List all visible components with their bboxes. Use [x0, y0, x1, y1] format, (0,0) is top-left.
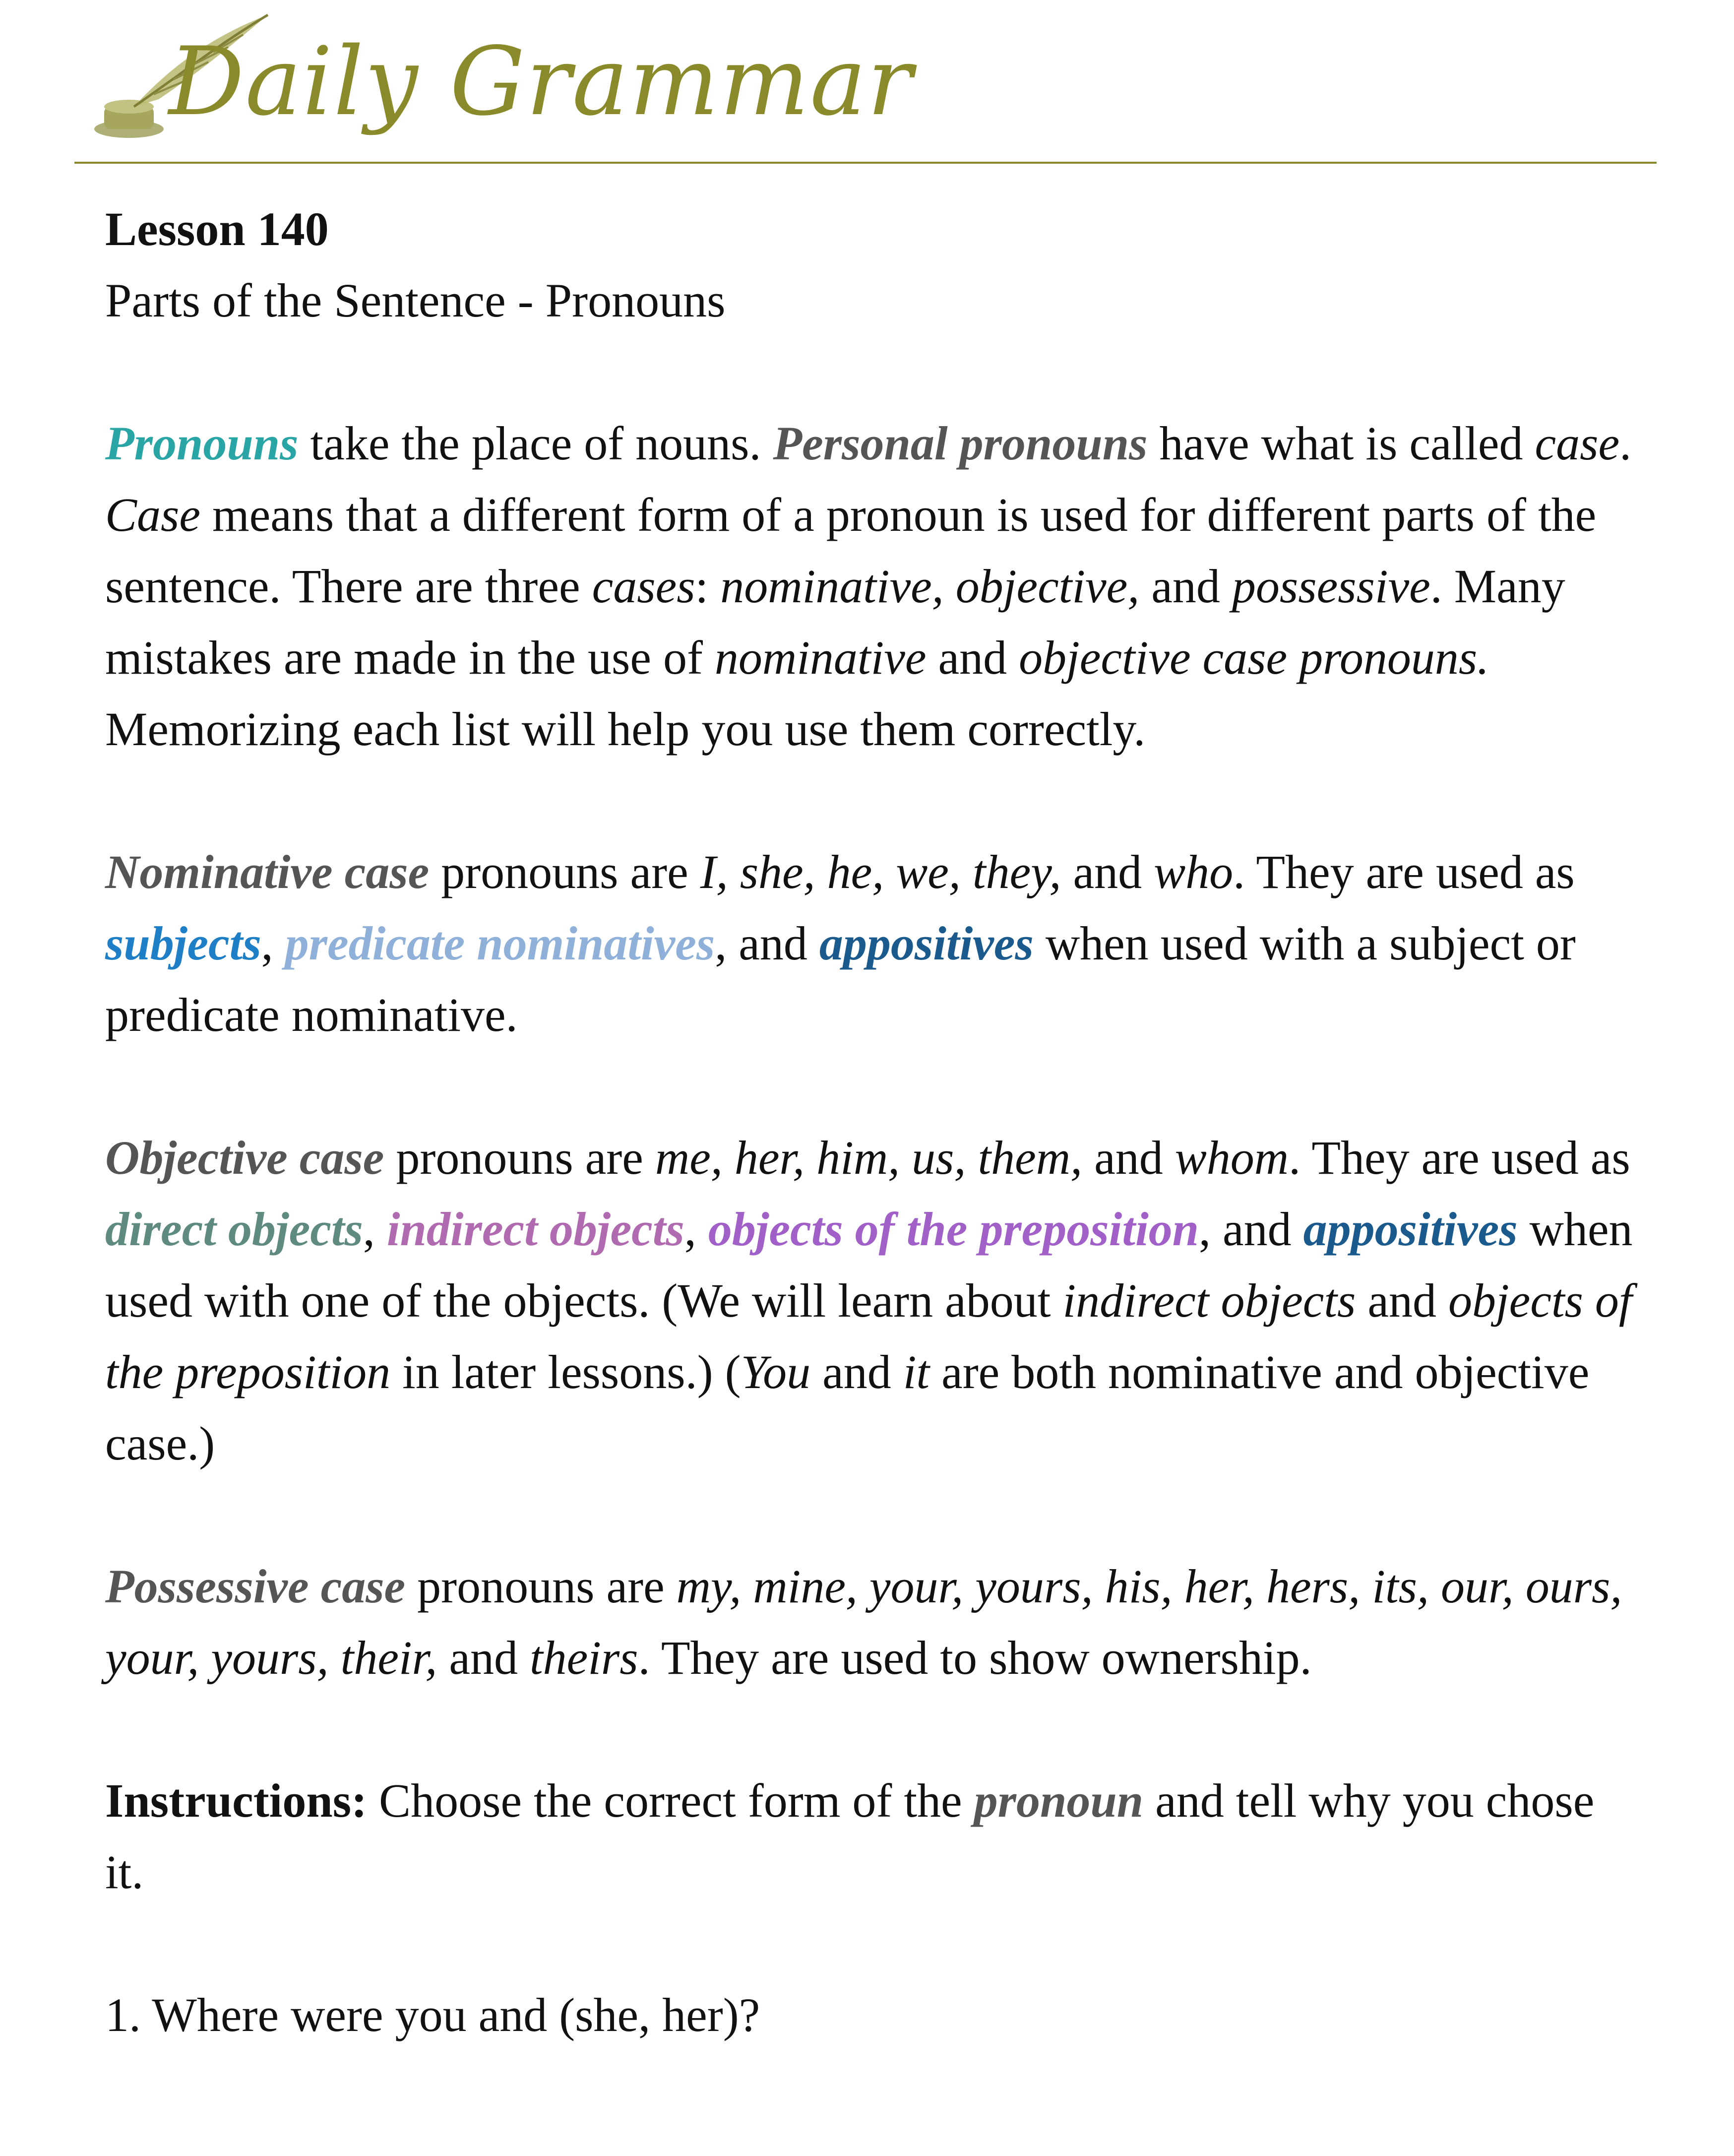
- text-span: and: [810, 1345, 903, 1398]
- link-indirect-objects[interactable]: indirect objects: [386, 1203, 684, 1256]
- link-objects-of-the-preposition[interactable]: objects of the preposition: [708, 1203, 1199, 1256]
- text-span: in later lessons.) (: [390, 1345, 741, 1398]
- text-span: :: [695, 560, 721, 613]
- term-personal-pronouns: Personal pronouns: [773, 417, 1148, 470]
- text-span: and: [1061, 845, 1154, 898]
- pronoun-list: me, her, him, us, them,: [655, 1131, 1083, 1184]
- text-span: Choose the correct form of the: [367, 1774, 974, 1827]
- text-span: . They are used to show ownership.: [638, 1631, 1312, 1684]
- pronoun-list: I, she, he, we, they,: [700, 845, 1061, 898]
- text-span: have what is called: [1147, 417, 1535, 470]
- possessive-paragraph: [105, 1551, 1643, 1694]
- text-span: are both nominative and objective case.): [105, 1345, 1590, 1470]
- lesson-content: [105, 193, 1643, 2122]
- pronoun-theirs: theirs: [529, 1631, 638, 1684]
- term-objective-case-pronouns: objective case pronouns.: [1019, 631, 1489, 684]
- text-span: and: [437, 1631, 530, 1684]
- link-appositives[interactable]: appositives: [1303, 1203, 1518, 1256]
- question-item: 1. Where were you and (she, her)?: [105, 1988, 760, 2041]
- term-list: nominative, objective,: [720, 560, 1140, 613]
- term-case: Case: [105, 488, 200, 541]
- text-span: and: [1356, 1274, 1448, 1327]
- term-possessive: possessive: [1232, 560, 1430, 613]
- text-span: , and: [1199, 1203, 1303, 1256]
- text-span: . Many mistakes are made in the use of: [105, 560, 1565, 684]
- text-span: and tell why you chose it.: [105, 1774, 1595, 1899]
- term-cases: cases: [592, 560, 695, 613]
- text-span: take the place of nouns.: [298, 417, 773, 470]
- pronoun-you: You: [741, 1345, 811, 1398]
- text-span: .: [1619, 417, 1632, 470]
- text-span: pronouns are: [429, 845, 700, 898]
- pronoun-it: it: [903, 1345, 930, 1398]
- text-span: when used with a subject or predicate nominative.: [105, 917, 1576, 1041]
- term-case: case: [1535, 417, 1620, 470]
- site-header: [74, 0, 1657, 164]
- text-span: Memorizing each list will help you use them correctly.: [105, 702, 1146, 756]
- text-span: ,: [363, 1203, 387, 1256]
- intro-paragraph: [105, 408, 1643, 765]
- objective-paragraph: [105, 1122, 1643, 1479]
- pronoun-who: who: [1154, 845, 1234, 898]
- instructions-paragraph: [105, 1765, 1643, 1908]
- instructions-label: Instructions:: [105, 1774, 368, 1827]
- text-span: pronouns are: [384, 1131, 655, 1184]
- text-span: when used with one of the objects. (We will learn about: [105, 1203, 1633, 1327]
- logo-text: Daily Grammar: [169, 27, 914, 136]
- site-logo[interactable]: [74, 5, 914, 154]
- header-divider: [74, 162, 1657, 164]
- link-appositives[interactable]: appositives: [819, 917, 1034, 970]
- term-indirect-objects: indirect objects: [1062, 1274, 1356, 1327]
- text-span: . They are used as: [1233, 845, 1575, 898]
- link-predicate-nominatives[interactable]: predicate nominatives: [285, 917, 715, 970]
- link-subjects[interactable]: subjects: [105, 917, 261, 970]
- text-span: pronouns are: [405, 1560, 677, 1613]
- text-span: and: [926, 631, 1019, 684]
- text-span: . They are used as: [1289, 1131, 1630, 1184]
- term-objects-of-the-preposition: objects of the preposition: [105, 1274, 1632, 1398]
- link-direct-objects[interactable]: direct objects: [105, 1203, 363, 1256]
- term-objective-case: Objective case: [105, 1131, 384, 1184]
- term-pronouns: Pronouns: [105, 417, 299, 470]
- text-span: ,: [261, 917, 285, 970]
- lesson-title: Lesson 140: [105, 202, 329, 255]
- pronoun-whom: whom: [1175, 1131, 1289, 1184]
- lesson-subtitle: Parts of the Sentence - Pronouns: [105, 274, 726, 327]
- term-nominative: nominative: [714, 631, 927, 684]
- nominative-paragraph: [105, 836, 1643, 1051]
- term-possessive-case: Possessive case: [105, 1560, 406, 1613]
- term-nominative-case: Nominative case: [105, 845, 430, 898]
- pronoun-list: my, mine, your, yours, his, her, hers, its, our, ours, your, yours, their,: [105, 1560, 1622, 1684]
- text-span: means that a different form of a pronoun is used for different parts of the sentence. There are three: [105, 488, 1597, 613]
- text-span: and: [1082, 1131, 1175, 1184]
- text-span: ,: [684, 1203, 708, 1256]
- text-span: and: [1139, 560, 1232, 613]
- text-span: , and: [715, 917, 819, 970]
- term-pronoun: pronoun: [974, 1774, 1144, 1827]
